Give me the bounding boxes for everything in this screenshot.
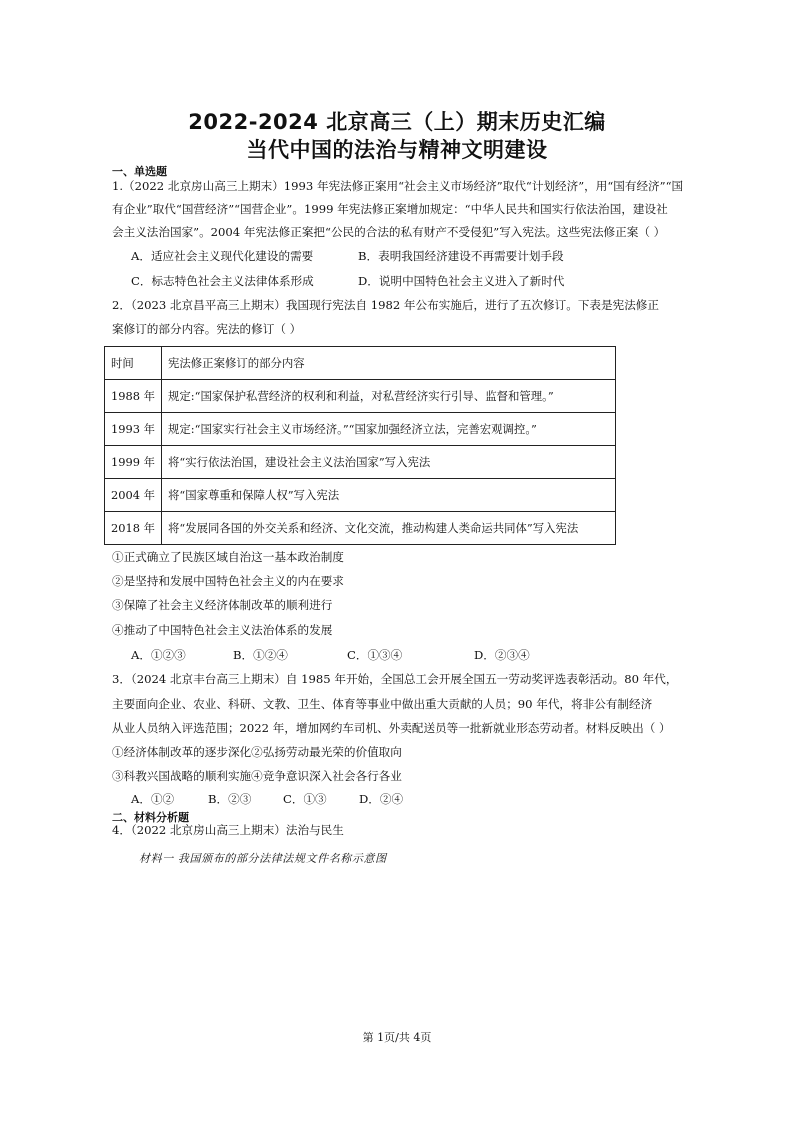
q2-statement-4: ④推动了中国特色社会主义法治体系的发展 <box>112 623 333 637</box>
section-heading-material-analysis: 二、材料分析题 <box>112 811 189 824</box>
q2-statement-3: ③保障了社会主义经济体制改革的顺利进行 <box>112 598 333 612</box>
table-cell-year: 2018 年 <box>105 512 162 545</box>
q3-option-b[interactable]: B．②③ <box>208 792 252 806</box>
page-number: 第 1页/共 4页 <box>362 1031 432 1044</box>
q1-option-d[interactable]: D．说明中国特色社会主义进入了新时代 <box>358 274 565 288</box>
q4-line-1: 4．（2022 北京房山高三上期末）法治与民生 <box>112 823 344 837</box>
q2-statement-1: ①正式确立了民族区域自治这一基本政治制度 <box>112 550 344 564</box>
table-cell-content: 将“国家尊重和保障人权”写入宪法 <box>162 479 616 512</box>
table-row <box>105 479 616 512</box>
q1-option-a[interactable]: A．适应社会主义现代化建设的需要 <box>131 249 314 263</box>
q1-line-2: 有企业”取代“国营经济”“国营企业”。1999 年宪法修正案增加规定：“中华人民共和国实行依法治国，建设社 <box>112 202 668 216</box>
table-cell-year: 2004 年 <box>105 479 162 512</box>
q1-line-1: 1.（2022 北京房山高三上期末）1993 年宪法修正案用“社会主义市场经济”取代“计划经济”，用“国有经济”“国 <box>112 179 684 193</box>
document-subtitle: 当代中国的法治与精神文明建设 <box>246 138 548 162</box>
table-row <box>105 446 616 479</box>
table-cell-content: 将“实行依法治国，建设社会主义法治国家”写入宪法 <box>162 446 616 479</box>
table-row <box>105 512 616 545</box>
q3-options-row <box>131 788 403 811</box>
table-cell-content: 规定:“国家保护私营经济的权利和利益，对私营经济实行引导、监督和管理。” <box>162 380 616 413</box>
table-cell-year: 1999 年 <box>105 446 162 479</box>
table-header-content: 宪法修正案修订的部分内容 <box>162 347 616 380</box>
table-header-row <box>105 347 616 380</box>
q1-options-row-2 <box>131 270 564 293</box>
constitution-revision-table <box>104 346 616 545</box>
q3-option-d[interactable]: D．②④ <box>359 792 404 806</box>
q3-line-3: 从业人员纳入评选范围；2022 年，增加网约车司机、外卖配送员等一批新就业形态劳动者。材料反映出（ ） <box>112 721 671 735</box>
q2-option-a[interactable]: A．①②③ <box>131 648 186 662</box>
q3-line-1: 3．（2024 北京丰台高三上期末）自 1985 年开始，全国总工会开展全国五一劳动奖评选表彰活动。80 年代， <box>112 672 678 686</box>
table-cell-year: 1988 年 <box>105 380 162 413</box>
table-cell-year: 1993 年 <box>105 413 162 446</box>
table-cell-content: 规定:“国家实行社会主义市场经济。”“国家加强经济立法，完善宏观调控。” <box>162 413 616 446</box>
q2-line-1: 2．（2023 北京昌平高三上期末）我国现行宪法自 1982 年公布实施后，进行了五次修订。下表是宪法修正 <box>112 298 659 312</box>
q2-option-b[interactable]: B．①②④ <box>233 648 288 662</box>
q3-statement-2: ③科教兴国战略的顺利实施④竞争意识深入社会各行各业 <box>112 769 402 783</box>
q2-option-c[interactable]: C．①③④ <box>347 648 403 662</box>
q2-line-2: 案修订的部分内容。宪法的修订（ ） <box>112 322 302 336</box>
q4-material-caption: 材料一 我国颁布的部分法律法规文件名称示意图 <box>139 852 387 865</box>
q1-option-b[interactable]: B．表明我国经济建设不再需要计划手段 <box>358 249 564 263</box>
q2-statement-2: ②是坚持和发展中国特色社会主义的内在要求 <box>112 574 344 588</box>
q3-line-2: 主要面向企业、农业、科研、文教、卫生、体育等事业中做出重大贡献的人员；90 年代，将非公有制经济 <box>112 697 653 711</box>
q3-option-c[interactable]: C．①③ <box>283 792 327 806</box>
section-heading-single-choice: 一、单选题 <box>112 165 167 178</box>
q1-option-c[interactable]: C．标志特色社会主义法律体系形成 <box>131 274 314 288</box>
q2-options-row <box>131 644 530 667</box>
document-title: 2022-2024 北京高三（上）期末历史汇编 <box>188 110 606 134</box>
table-row <box>105 413 616 446</box>
table-cell-content: 将“发展同各国的外交关系和经济、文化交流，推动构建人类命运共同体”写入宪法 <box>162 512 616 545</box>
q3-option-a[interactable]: A．①② <box>131 792 175 806</box>
q1-line-3: 会主义法治国家”。2004 年宪法修正案把“公民的合法的私有财产不受侵犯”写入宪法。这些宪法修正案（ ） <box>112 225 666 239</box>
q2-option-d[interactable]: D．②③④ <box>474 648 530 662</box>
table-row <box>105 380 616 413</box>
q3-statement-1: ①经济体制改革的逐步深化②弘扬劳动最光荣的价值取向 <box>112 745 402 759</box>
table-header-time: 时间 <box>105 347 162 380</box>
q1-options-row-1 <box>131 245 564 268</box>
